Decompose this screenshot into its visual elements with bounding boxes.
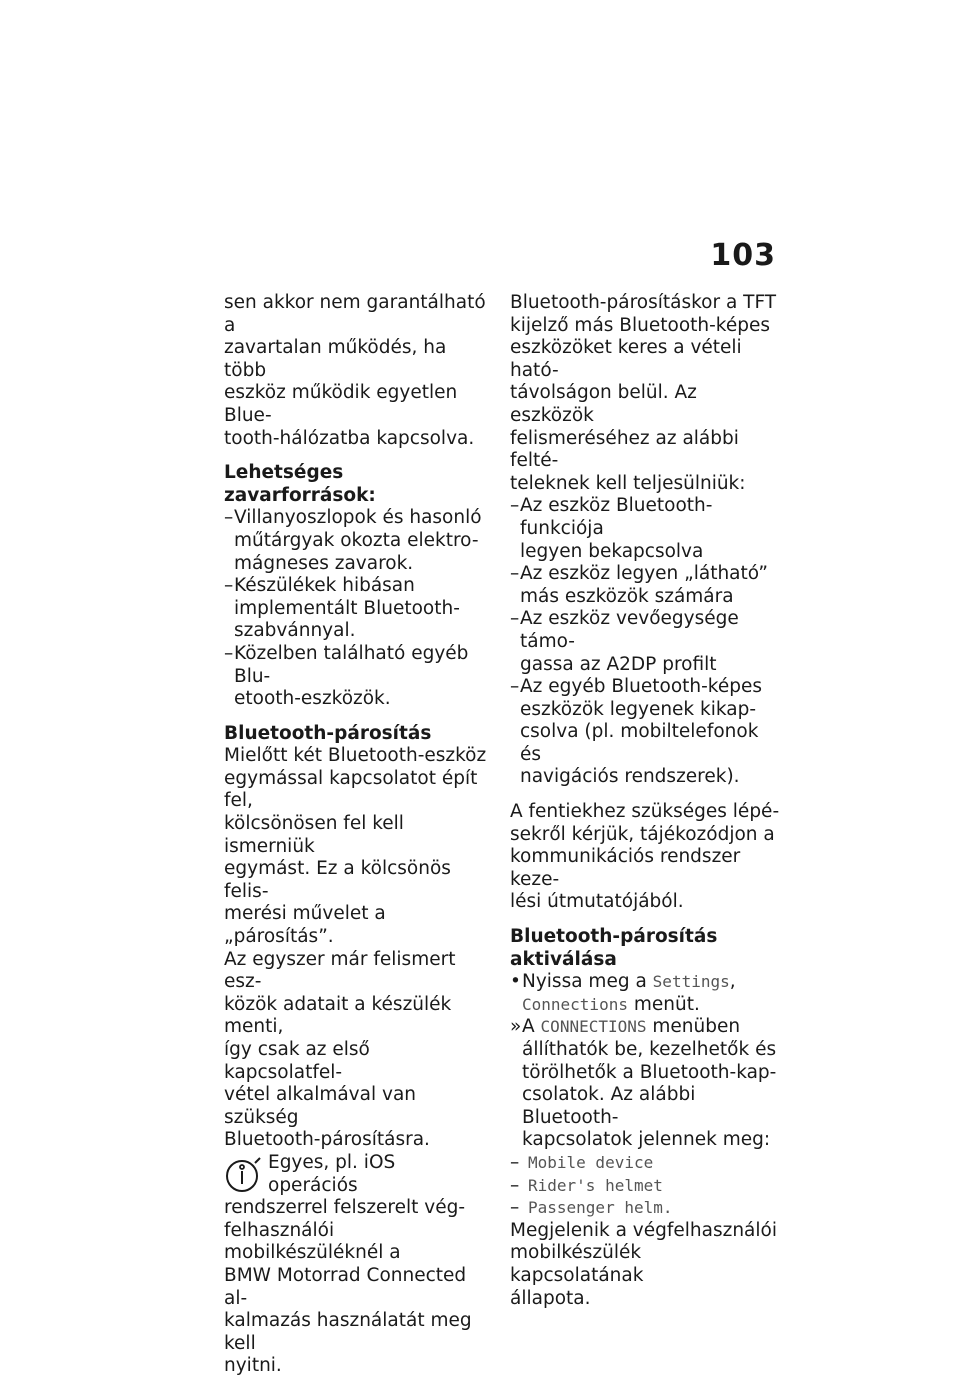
bullet-icon: •	[510, 971, 521, 993]
right-column	[510, 292, 780, 1310]
intro-paragraph: sen akkor nem garantálható a zavartalan működés, ha több eszköz működik egyetlen Blue- tooth-hálózatba kapcsolva.	[224, 292, 486, 449]
interference-heading: Lehetséges zavarforrások:	[224, 462, 376, 506]
list-item: – Az eszköz vevőegysége támo- gassa az A2DP profilt	[510, 608, 739, 675]
connection-item: – Passenger helm.	[510, 1197, 673, 1219]
info-icon	[224, 1154, 264, 1196]
pairing-heading: Bluetooth-párosítás	[224, 722, 432, 744]
list-item: – Készülékek hibásan implementált Bluetooth- szabvánnyal.	[224, 575, 460, 642]
list-item: – Villanyoszlopok és hasonló műtárgyak okozta elektro- mágneses zavarok.	[224, 507, 482, 574]
list-item: – Az egyéb Bluetooth-képes eszközök legyenek kikap- csolva (pl. mobiltelefonok és navigációs rendszerek).	[510, 676, 763, 788]
closing-paragraph: Megjelenik a végfelhasználói mobilkészülék kapcsolatának állapota.	[510, 1219, 777, 1309]
list-item: – Közelben található egyéb Blu- etooth-eszközök.	[224, 642, 469, 710]
connection-item: – Rider's helmet	[510, 1174, 663, 1196]
step-item: • Nyissa meg a Settings, Connections menüt.	[510, 971, 736, 1015]
list-item: – Az eszköz legyen „látható” más eszközök számára	[510, 563, 769, 607]
pairing-paragraph: Mielőtt két Bluetooth-eszköz egymással kapcsolatot épít fel, kölcsönösen fel kell ismerniük egymást. Ez a kölcsönös felis- merési művelet a „párosítás”. Az egyszer már felismert esz- közök adatait a készülék menti, így csak az első kapcsolatfel- vétel alkalmával van szükség Bluetooth-párosításra.	[224, 745, 487, 1151]
intro-paragraph: Bluetooth-párosításkor a TFT kijelző más Bluetooth-képes eszközöket keres a vételi ható- távolságon belül. Az eszközök felismeréséhez az alábbi felté- teleknek kell teljesülniük:	[510, 292, 777, 494]
connection-item: – Mobile device	[510, 1151, 654, 1173]
details-paragraph: A fentiekhez szükséges lépé- sekről kérjük, tájékozódjon a kommunikációs rendszer keze- lési útmutatójából.	[510, 801, 780, 913]
result-item: » A CONNECTIONS menüben állíthatók be, kezelhetők és törölhetők a Bluetooth-kap- csolatok. Az alábbi Bluetooth- kapcsolatok jelennek meg:	[510, 1016, 777, 1151]
page-number: 103	[710, 238, 776, 273]
left-column	[224, 292, 490, 1378]
result-arrow-icon: »	[510, 1016, 522, 1038]
list-item: – Az eszköz Bluetooth-funkciója legyen bekapcsolva	[510, 495, 713, 562]
activation-heading: Bluetooth-párosítás aktiválása	[510, 926, 718, 970]
info-note: Egyes, pl. iOS operációs rendszerrel felszerelt vég- felhasználói mobilkészüléknél a BMW Motorrad Connected al- kalmazás használatát meg kell nyitni.	[224, 1151, 472, 1377]
